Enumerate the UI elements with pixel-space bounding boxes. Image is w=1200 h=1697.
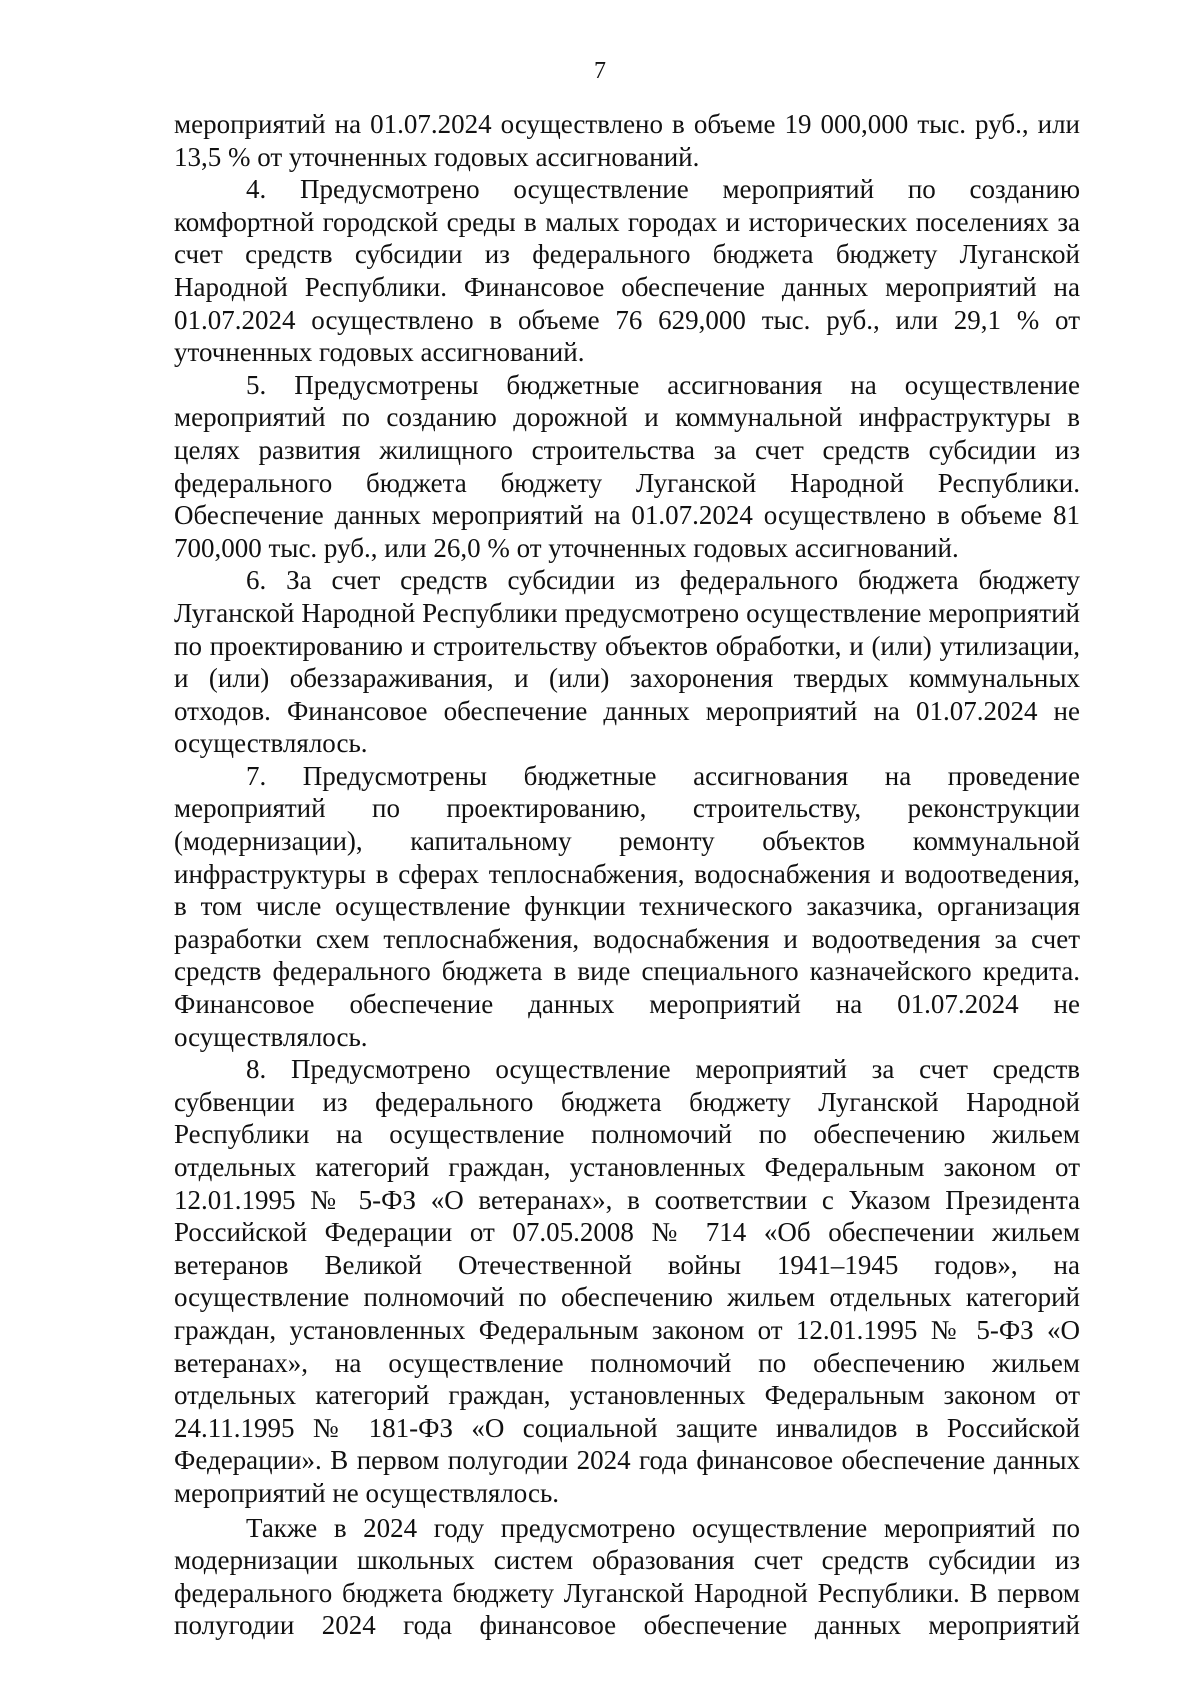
paragraph-school-modernization: Также в 2024 году предусмотрено осуществление мероприятий по модернизации школьных систем образования счет средств субсидии из федерального бюджета бюджету Луганской Народной Республики. В первом полугодии 2024 года финансовое обеспечение данных мероприятий bbox=[174, 1512, 1080, 1641]
paragraph-item-8: 8. Предусмотрено осуществление мероприятий за счет средств субвенции из федерального бюджета бюджету Луганской Народной Республики на осуществление полномочий по обеспечению жильем отдельных категорий граждан, установленных Федеральным законом от 12.01.1995 № 5-ФЗ «О ветеранах», в соответствии с Указом Президента Российской Федерации от 07.05.2008 № 714 «Об обеспечении жильем ветеранов Великой Отечественной войны 1941–1945 годов», на осуществление полномочий по обеспечению жильем отдельных категорий граждан, установленных Федеральным законом от 12.01.1995 № 5-ФЗ «О ветеранах», на осуществление полномочий по обеспечению жильем отдельных категорий граждан, установленных Федеральным законом от 24.11.1995 № 181-ФЗ «О социальной защите инвалидов в Российской Федерации». В первом полугодии 2024 года финансовое обеспечение данных мероприятий не осуществлялось. bbox=[174, 1054, 1080, 1508]
page-number: 7 bbox=[594, 58, 606, 84]
document-body bbox=[174, 108, 1080, 1642]
paragraph-item-5: 5. Предусмотрены бюджетные ассигнования на осуществление мероприятий по созданию дорожной и коммунальной инфраструктуры в целях развития жилищного строительства за счет средств субсидии из федерального бюджета бюджету Луганской Народной Республики. Обеспечение данных мероприятий на 01.07.2024 осуществлено в объеме 81 700,000 тыс. руб., или 26,0 % от уточненных годовых ассигнований. bbox=[174, 369, 1080, 563]
paragraph-item-7: 7. Предусмотрены бюджетные ассигнования на проведение мероприятий по проектированию, строительству, реконструкции (модернизации), капитальному ремонту объектов коммунальной инфраструктуры в сферах теплоснабжения, водоснабжения и водоотведения, в том числе осуществление функции технического заказчика, организация разработки схем теплоснабжения, водоснабжения и водоотведения за счет средств федерального бюджета в виде специального казначейского кредита. Финансовое обеспечение данных мероприятий на 01.07.2024 не осуществлялось. bbox=[174, 760, 1080, 1052]
paragraph-item-6: 6. За счет средств субсидии из федерального бюджета бюджету Луганской Народной Республики предусмотрено осуществление мероприятий по проектированию и строительству объектов обработки, и (или) утилизации, и (или) обеззараживания, и (или) захоронения твердых коммунальных отходов. Финансовое обеспечение данных мероприятий на 01.07.2024 не осуществлялось. bbox=[174, 565, 1080, 759]
paragraph-item-4: 4. Предусмотрено осуществление мероприятий по созданию комфортной городской среды в малых городах и исторических поселениях за счет средств субсидии из федерального бюджета бюджету Луганской Народной Республики. Финансовое обеспечение данных мероприятий на 01.07.2024 осуществлено в объеме 76 629,000 тыс. руб., или 29,1 % от уточненных годовых ассигнований. bbox=[174, 174, 1080, 368]
paragraph-continuation: мероприятий на 01.07.2024 осуществлено в объеме 19 000,000 тыс. руб., или 13,5 % от уточненных годовых ассигнований. bbox=[174, 109, 1080, 172]
